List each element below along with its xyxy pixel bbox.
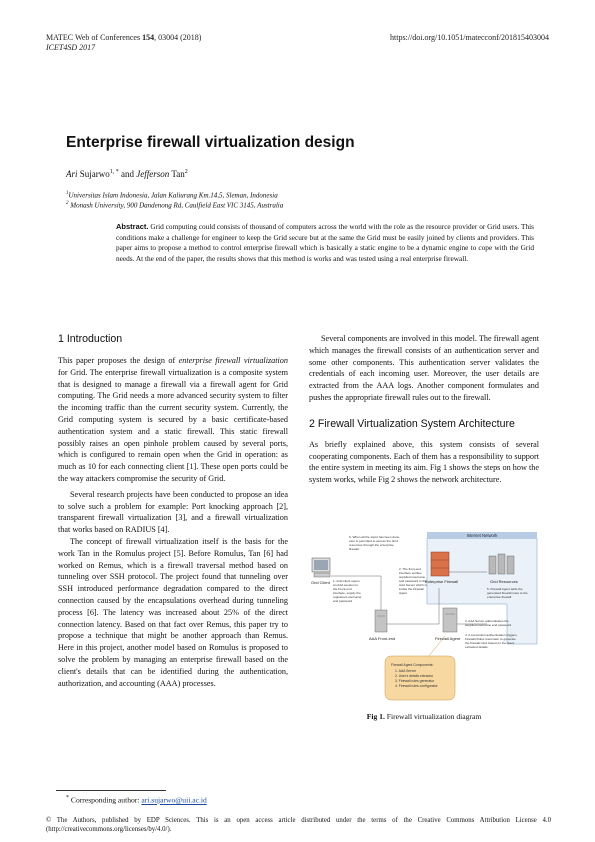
author-and: and (118, 169, 137, 179)
author-2-first: Jefferson (136, 169, 170, 179)
components-list: Firewall Agent Components: 1. AAA Server 2. User's details extractor 3. Firewall rules generator 4. Firewall rules configurator (391, 663, 438, 688)
firewall-agent-server-icon (443, 608, 457, 632)
intro-paragraph-3: The concept of firewall virtualization itself is the basis for the work Tan in the Romulus project [5]. Before Romulus, Tan [6] had worked on Remus, which is a firewall traversal method based on tunneling over SSH protocol. The project found that tunneling over SSH introduced performance degradation compared to the direct connection caused by the encapsulations overhead during tunneling process [6]. The latency was increased about 25% of the direct connection latency. Based on that fact over Remus, this paper try to propose a technique that might be another approach than Remus. Here in this project, another model based on Romulus is proposed to solve the problem by managing an enterprise firewall based on the client's details that can be identified during the authentication, authorization, and accounting (AAA) processes. (58, 536, 288, 688)
step-6-note: 6. When all the steps has been done, user is permitted to access the Grid resources through the enterprise firewall. (349, 535, 401, 551)
author-list (66, 169, 188, 179)
figure-1-caption-text: Firewall virtualization diagram (384, 712, 482, 721)
step-4-note: 4. A successful authentication triggers Firewall Rules Generator to generate the firewall rules based on the client extracted details. (465, 633, 517, 649)
author-1-last: Sujarwo (77, 169, 110, 179)
enterprise-firewall-label: Enterprise Firewall (425, 579, 459, 584)
firewall-virtualization-diagram (309, 532, 539, 706)
corresponding-author-footnote: * Corresponding author: ari.sujarwo@uii.ac.id (66, 795, 207, 805)
architecture-paragraph: As briefly explained above, this system consists of several cooperating components. Each of them has a responsibility to support the entire system in meeting its aim. Fig 1 shows the steps on how the system works, while Fig 2 shows the network architecture. (309, 439, 539, 485)
step-2-note: 2. The front-end interface verifies supplied username and password to the AAA Server which is inside the Firewall Agent (399, 567, 427, 595)
aaa-frontend-server-icon (375, 610, 387, 632)
affiliation-2: $^2$ Monash University, 900 Dandenong Rd, Caulfield East VIC 3145, Australia (66, 201, 284, 210)
doi-link[interactable]: https://doi.org/10.1051/matecconf/201815403004 (390, 33, 549, 42)
abstract-label: Abstract. (116, 222, 149, 231)
abstract (116, 222, 534, 264)
grid-resources-label: Grid Resources (490, 579, 518, 584)
intro-paragraph-2: Several research projects have been conducted to propose an idea to solve such a problem for example: Port knocking approach [2], transparent firewall virtualization [3], and a firewall virtualization that works based on RADIUS [4]. (58, 489, 288, 535)
license-statement: © The Authors, published by EDP Sciences. This is an open access article distributed under the terms of the Creative Commons Attribution License 4.0 (http://creativecommons.org/licenses/by/4.0/). (46, 817, 551, 833)
journal-header (46, 33, 201, 43)
author-1-first: Ari (66, 169, 78, 179)
author-1-sup: 1, * (109, 169, 119, 175)
footnote-rule (56, 790, 166, 791)
step-3-note: 3. AAA Server authenticates the supplied username and password (465, 619, 512, 627)
step-5-note: 5. Firewall Agent adds the generated firewall rules to the enterprise firewall (487, 587, 528, 599)
left-column (58, 333, 288, 689)
step-1-note: 1. Grid client opens an AAA session to the Front-end interface, supply the registered username and password (333, 579, 362, 603)
section-1-heading: 1 Introduction (58, 333, 123, 345)
grid-client-computer-icon (312, 558, 330, 577)
author-email-link[interactable]: ari.sujarwo@uii.ac.id (141, 795, 207, 805)
author-2-sup: 2 (184, 169, 188, 175)
grid-resources-icon (489, 554, 514, 574)
abstract-text: Grid computing could consists of thousand of computers across the world with the role as the resource provider or Grid users. This conditions make a challenge for engineer to keep the Grid secure but at the same the Grid must be easily joined by clients and providers. This paper aims to propose a method to control enterprise firewall which is basically a static engine to be a dynamic engine to cope with the Grid needs. At the end of the paper, the results shows that this method is works and was tested using a real enterprise firewall. (116, 222, 534, 263)
internet-network-label: Internet Network (466, 533, 498, 538)
paper-title: Enterprise firewall virtualization design (66, 134, 355, 151)
aaa-frontend-label: AAA Front-end (369, 636, 396, 641)
article-number: , 03004 (2018) (154, 33, 202, 42)
firewall-agent-label: Firewall Agent (435, 636, 461, 641)
journal-volume: 154 (142, 33, 155, 42)
components-paragraph: Several components are involved in this model. The firewall agent which manages the firewall consists of an authentication server and some other components. This authentication server validates the credentials of each incoming user. Moreover, the user details are extracted from the AAA logs. Another component formulates and pushes the appropriate firewall rules out to the firewall. (309, 334, 539, 402)
enterprise-firewall-icon (431, 552, 449, 576)
author-2-last: Tan (169, 169, 185, 179)
affiliation-1: $^1$Universitas Islam Indonesia, Jalan Kaliurang Km.14,5, Sleman, Indonesia (66, 191, 278, 200)
figure-1-caption (309, 712, 539, 721)
figure-1-label: Fig 1. (366, 712, 385, 721)
journal-prefix: MATEC Web of Conferences (46, 33, 143, 42)
grid-client-label: Grid Client (311, 580, 330, 585)
right-column (309, 333, 539, 486)
conference-name: ICET4SD 2017 (46, 43, 96, 52)
intro-paragraph-1: This paper proposes the design of enterprise firewall virtualization for Grid. The enterprise firewall virtualization is a composite system that is designed to manage a firewall via a firewall agent for Grid computing. The Grid needs a more advanced security system to filter the incoming traffic than the current security system. Currently, the Grid computing system is secured by a basic certificate-based authentication system and a static firewall. This static firewall possibly raises an open pinhole problem caused by several ports, which is configured to remain open when the Grid in operation: as much as 10 for each connecting client [1]. These open ports could be the way attackers compromise the security of Grid. (58, 356, 288, 483)
section-2-heading: 2 Firewall Virtualization System Architecture (309, 417, 515, 430)
